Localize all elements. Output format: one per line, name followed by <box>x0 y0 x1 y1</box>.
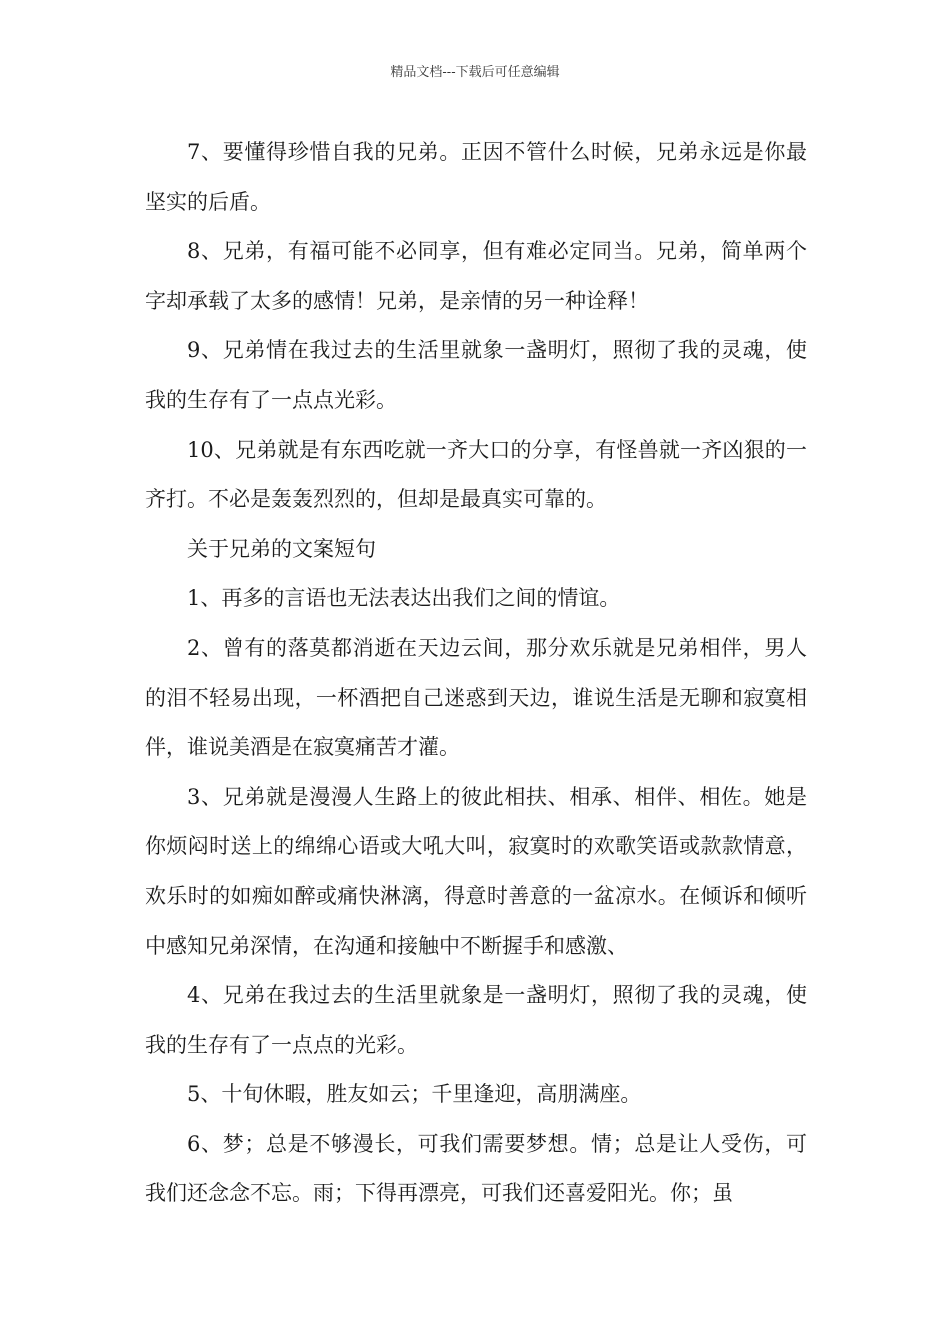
paragraph-4: 4、兄弟在我过去的生活里就象是一盏明灯，照彻了我的灵魂，使我的生存有了一点点的光彩。 <box>145 983 807 1057</box>
page-header: 精品文档---下载后可任意编辑 <box>390 65 560 80</box>
paragraph-7: 7、要懂得珍惜自我的兄弟。正因不管什么时候，兄弟永远是你最坚实的后盾。 <box>145 140 807 214</box>
paragraph-3: 3、兄弟就是漫漫人生路上的彼此相扶、相承、相伴、相佐。她是你烦闷时送上的绵绵心语或大吼大叫，寂寞时的欢歌笑语或款款情意，欢乐时的如痴如醉或痛快淋漓，得意时善意的一盆凉水。在倾诉和倾听中感知兄弟深情，在沟通和接触中不断握手和感激、 <box>145 784 807 958</box>
paragraph-5: 5、十旬休暇，胜友如云；千里逢迎，高朋满座。 <box>187 1082 642 1107</box>
paragraph-6: 6、梦；总是不够漫长，可我们需要梦想。情；总是让人受伤，可我们还念念不忘。雨；下得再漂亮，可我们还喜爱阳光。你；虽 <box>145 1131 807 1206</box>
paragraph-8: 8、兄弟，有福可能不必同享，但有难必定同当。兄弟，简单两个字却承载了太多的感情！兄弟，是亲情的另一种诠释！ <box>145 239 807 313</box>
paragraph-9: 9、兄弟情在我过去的生活里就象一盏明灯，照彻了我的灵魂，使我的生存有了一点点光彩。 <box>145 338 807 412</box>
paragraph-1: 1、再多的言语也无法表达出我们之间的情谊。 <box>187 586 621 611</box>
paragraph-2: 2、曾有的落莫都消逝在天边云间，那分欢乐就是兄弟相伴，男人的泪不轻易出现，一杯酒把自己迷惑到天边，谁说生活是无聊和寂寞相伴，谁说美酒是在寂寞痛苦才灌。 <box>145 635 807 760</box>
document-body <box>145 128 807 1219</box>
paragraph-10: 10、兄弟就是有东西吃就一齐大口的分享，有怪兽就一齐凶狠的一齐打。不必是轰轰烈烈的，但却是最真实可靠的。 <box>145 437 807 512</box>
section-heading: 关于兄弟的文案短句 <box>187 536 376 561</box>
